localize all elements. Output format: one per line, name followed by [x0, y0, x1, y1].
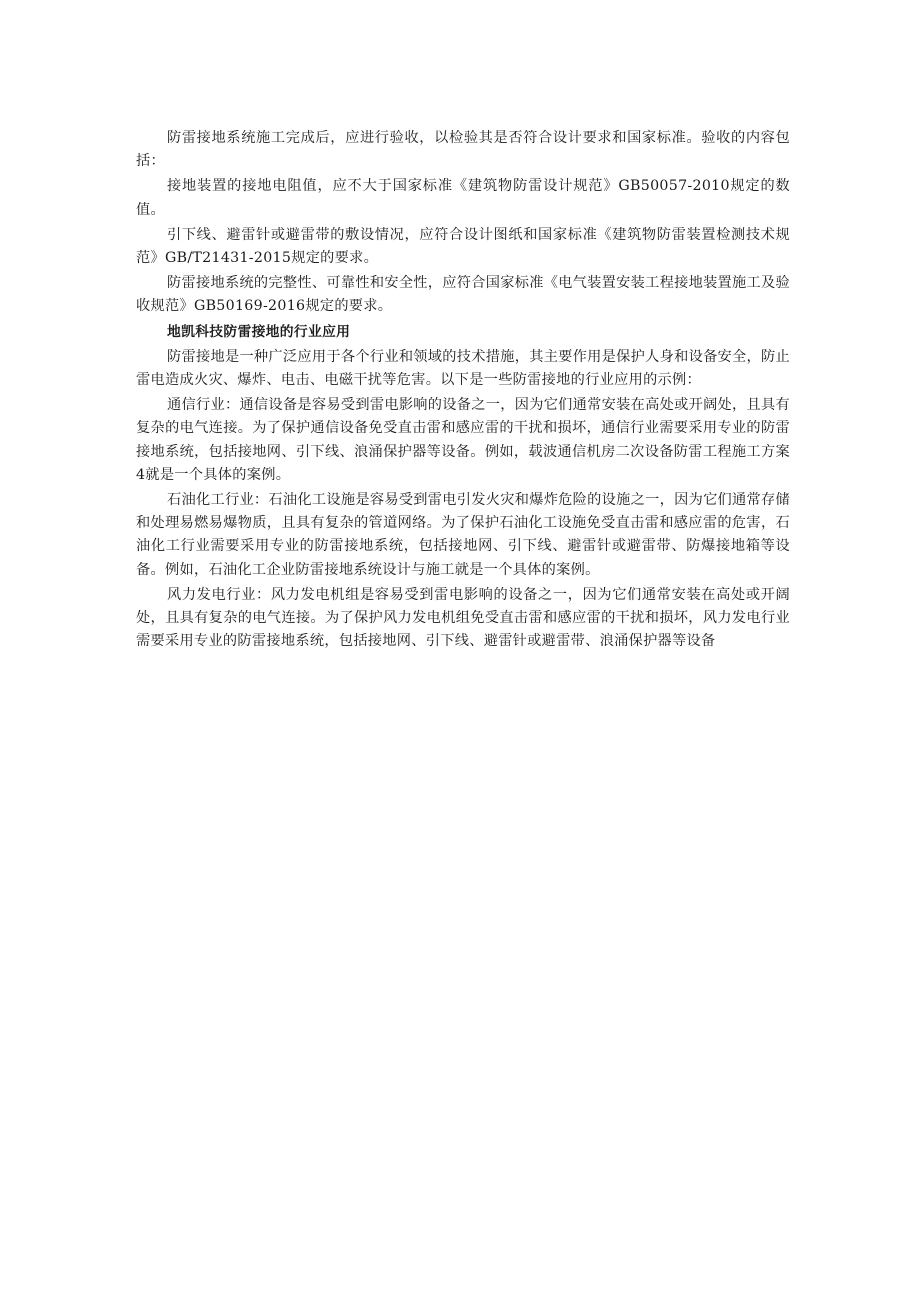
- paragraph-wind-power-industry: 风力发电行业：风力发电机组是容易受到雷电影响的设备之一，因为它们通常安装在高处或开阔处，且具有复杂的电气连接。为了保护风力发电机组免受直击雷和感应雷的干扰和损坏，风力发电行业需要采用专业的防雷接地系统，包括接地网、引下线、避雷针或避雷带、浪涌保护器等设备: [136, 586, 790, 650]
- paragraph-petrochemical-industry: 石油化工行业：石油化工设施是容易受到雷电引发火灾和爆炸危险的设施之一，因为它们通常存储和处理易燃易爆物质，且具有复杂的管道网络。为了保护石油化工设施免受直击雷和感应雷的危害，石油化工行业需要采用专业的防雷接地系统，包括接地网、引下线、避雷针或避雷带、防爆接地箱等设备。例如，石油化工企业防雷接地系统设计与施工就是一个具体的案例。: [136, 492, 790, 578]
- paragraph-application-intro: 防雷接地是一种广泛应用于各个行业和领域的技术措施，其主要作用是保护人身和设备安全，防止雷电造成火灾、爆炸、电击、电磁干扰等危害。以下是一些防雷接地的行业应用的示例：: [136, 348, 790, 389]
- section-heading: 地凯科技防雷接地的行业应用: [167, 323, 351, 340]
- paragraph-system-integrity: 防雷接地系统的完整性、可靠性和安全性，应符合国家标准《电气装置安装工程接地装置施工及验收规范》GB50169-2016规定的要求。: [136, 275, 790, 315]
- paragraph-grounding-resistance: 接地装置的接地电阻值，应不大于国家标准《建筑物防雷设计规范》GB50057-2010规定的数值。: [136, 178, 790, 218]
- paragraph-telecom-industry: 通信行业：通信设备是容易受到雷电影响的设备之一，因为它们通常安装在高处或开阔处，且具有复杂的电气连接。为了保护通信设备免受直击雷和感应雷的干扰和损坏，通信行业需要采用专业的防雷接地系统，包括接地网、引下线、浪涌保护器等设备。例如，载波通信机房二次设备防雷工程施工方案4就是一个具体的案例。: [136, 397, 790, 483]
- paragraph-down-conductor: 引下线、避雷针或避雷带的敷设情况，应符合设计图纸和国家标准《建筑物防雷装置检测技术规范》GB/T21431-2015规定的要求。: [136, 226, 790, 267]
- paragraph-acceptance-intro: 防雷接地系统施工完成后，应进行验收，以检验其是否符合设计要求和国家标准。验收的内容包括：: [136, 130, 790, 170]
- document-page: [136, 127, 790, 655]
